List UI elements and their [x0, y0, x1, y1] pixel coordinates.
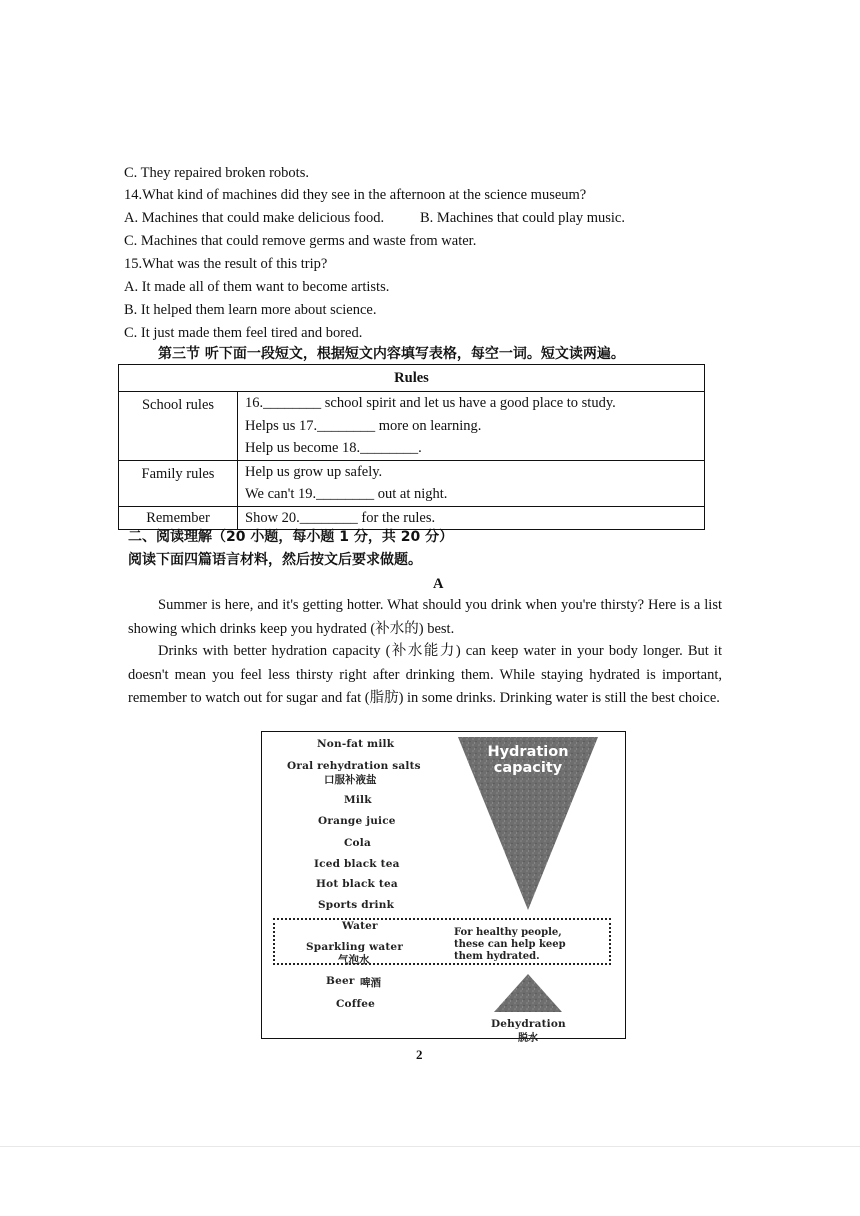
healthy-note-line-2: these can help keep [454, 939, 566, 950]
row-label-school-rules: School rules [119, 392, 238, 461]
drink-sparkling-water: Sparkling water [306, 941, 404, 953]
table-row [119, 506, 705, 530]
passage-label: A [433, 576, 444, 592]
drink-hot-black-tea: Hot black tea [316, 878, 398, 890]
q15-option-b: B. It helped them learn more about science. [124, 302, 377, 318]
healthy-note [454, 927, 566, 963]
hydration-capacity-label: Hydration capacity [487, 744, 569, 776]
rules-table [118, 364, 705, 530]
healthy-note-line-3: them hydrated. [454, 951, 540, 962]
q14-option-a: A. Machines that could make delicious food. [124, 210, 385, 226]
table-row [119, 392, 705, 461]
blank-19-line: We can't 19.________ out at night. [245, 486, 448, 502]
row-content [238, 506, 705, 530]
drink-iced-black-tea: Iced black tea [314, 858, 400, 870]
drink-oral-rehydration-salts-cn: 口服补液盐 [324, 774, 377, 786]
q14-option-b: B. Machines that could play music. [420, 210, 625, 226]
blank-18-line: Help us become 18.________. [245, 440, 422, 456]
drink-beer: Beer [326, 975, 355, 987]
q14-options-row [124, 208, 625, 228]
passage-paragraph-1: Summer is here, and it's getting hotter. What should you drink when you're thirsty? Here is a list showing which drinks keep you hydrated (补水的) best. [128, 597, 722, 637]
q14-option-c: C. Machines that could remove germs and waste from water. [124, 233, 477, 249]
q14-question: 14.What kind of machines did they see in the afternoon at the science museum? [124, 187, 587, 203]
drink-sparkling-water-cn: 气泡水 [338, 954, 370, 966]
section3-instruction: 第三节 听下面一段短文，根据短文内容填写表格，每空一词。短文读两遍。 [158, 346, 625, 362]
dehydration-label-cn: 脱水 [518, 1033, 538, 1044]
row-label-family-rules: Family rules [119, 460, 238, 506]
drink-coffee: Coffee [336, 998, 375, 1010]
page-number: 2 [416, 1047, 423, 1062]
drink-water: Water [342, 920, 378, 932]
footer-divider [0, 1146, 860, 1147]
blank-16-line: 16.________ school spirit and let us have a good place to study. [245, 395, 616, 411]
drink-beer-cn: 啤酒 [360, 977, 381, 989]
q15-option-a: A. It made all of them want to become artists. [124, 279, 390, 295]
blank-17-line: Helps us 17.________ more on learning. [245, 417, 482, 434]
healthy-note-line-1: For healthy people, [454, 927, 562, 938]
table-row [119, 460, 705, 506]
drink-sports-drink: Sports drink [318, 899, 395, 911]
drink-oral-rehydration-salts: Oral rehydration salts [287, 760, 421, 772]
drink-milk: Milk [344, 794, 372, 806]
reading-section-title: 二、阅读理解（20 小题，每小题 1 分，共 20 分） [128, 529, 454, 545]
row-content [238, 460, 705, 506]
blank-20-line: Show 20.________ for the rules. [245, 509, 436, 526]
passage-paragraph-2: Drinks with better hydration capacity (补水能力) can keep water in your body longer. But it doesn't mean you feel less thirsty right after drinking them. While staying hydrated is important, remember to watch out for sugar and fat (脂肪) in some drinks. Drinking water is still the best choice. [128, 643, 722, 706]
q15-option-c: C. It just made them feel tired and bored. [124, 325, 363, 341]
dehydration-label: Dehydration [491, 1018, 566, 1030]
reading-instruction: 阅读下面四篇语言材料，然后按文后要求做题。 [128, 552, 422, 568]
hydration-infographic [261, 731, 626, 1044]
drink-orange-juice: Orange juice [318, 815, 396, 827]
rules-table-header: Rules [119, 365, 705, 392]
dehydration-triangle [494, 974, 562, 1012]
row-content [238, 392, 705, 461]
q15-question: 15.What was the result of this trip? [124, 256, 328, 272]
q13-option-c: C. They repaired broken robots. [124, 165, 309, 181]
family-line-1: Help us grow up safely. [245, 463, 383, 480]
drink-non-fat-milk: Non-fat milk [317, 738, 395, 750]
drink-cola: Cola [344, 837, 371, 849]
row-label-remember: Remember [119, 506, 238, 530]
